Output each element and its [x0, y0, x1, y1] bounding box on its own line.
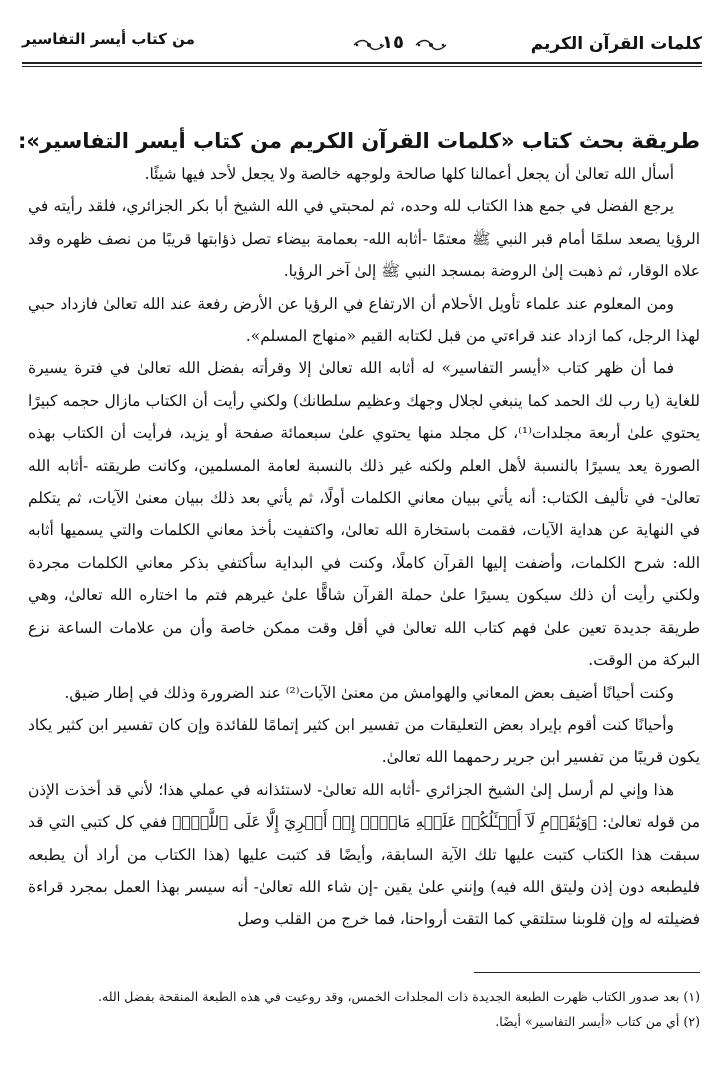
paragraph: وكنت أحيانًا أضيف بعض المعاني والهوامش من معنىٰ الآيات⁽²⁾ عند الضرورة وذلك في إطار ضيق.	[64, 683, 674, 702]
paragraph: ومن المعلوم عند علماء تأويل الأحلام أن الارتفاع في الرؤيا عن الأرض رفعة عند الله تعالىٰ فازداد حبي لهذا الرجل، كما ازداد عند قراءتي من قبل لكتابه القيم «منهاج المسلم».	[28, 294, 700, 346]
footnote-rule	[474, 972, 700, 973]
body-text	[28, 158, 700, 936]
header-rule	[22, 62, 702, 67]
running-header	[22, 28, 702, 68]
ornament-left-icon	[352, 38, 386, 52]
paragraph: فما أن ظهر كتاب «أيسر التفاسير» له أثابه الله تعالىٰ إلا وقرأته بفضل الله تعالىٰ في فترة يسيرة للغاية (يا رب لك الحمد كما ينبغي لجلال وجهك وعظيم سلطانك) ولكني رأيت أن الكتاب مازال حجمه كبيرًا يحتوي علىٰ أربعة مجلدات⁽¹⁾، كل مجلد منها يحتوي علىٰ سبعمائة صفحة أو يزيد، فرأيت أن الكتاب بهذه الصورة يعد يسيرًا بالنسبة لأهل العلم ولكنه غير ذلك بالنسبة لعامة المسلمين، وكانت طريقته -أثابه الله تعالىٰ- في تأليف الكتاب: أنه يأتي ببيان معاني الكلمات أولًا، ثم يأتي بعد ذلك ببيان معنىٰ الآيات، ثم يتكلم في النهاية عن هداية الآيات، فقمت باستخارة الله تعالىٰ، واكتفيت بأخذ معاني الكلمات والتي يسميها أثابه الله: شرح الكلمات، وأضفت إليها القرآن كاملًا، وكنت في البداية سأكتفي بذكر معاني الكلمات مجردة ولكني رأيت أن ذلك سيكون يسيرًا علىٰ حملة القرآن شاقًّا علىٰ غيرهم فتم ما اختاره الله تعالىٰ، وهي طريقة جديدة تعين علىٰ فهم كتاب الله تعالىٰ في أقل وقت ممكن خاصة وأن من علامات الساعة نزع البركة من الوقت.	[28, 359, 700, 670]
paragraph: وأحيانًا كنت أقوم بإيراد بعض التعليقات من تفسير ابن كثير إتمامًا للفائدة وإن كان تفسير ابن كثير يكاد يكون قريبًا من تفسير ابن جرير رحمهما الله تعالىٰ.	[28, 715, 700, 767]
paragraph: هذا وإني لم أرسل إلىٰ الشيخ الجزائري -أثابه الله تعالىٰ- لاستئذانه في عملي هذا؛ لأني قد أخذت الإذن من قوله تعالىٰ: ﴿وَيَٰقَوۡمِ لَآ أَسۡـَٔلُكُمۡ عَلَيۡهِ مَالًاۖ إِنۡ أَجۡرِيَ إِلَّا عَلَى ٱللَّهِۚ﴾ ففي كل كتبي التي قد سبقت هذا الكتاب كتبت عليها تلك الآية السابقة، وأيضًا قد كتبت عليها (هذا الكتاب من أراد أن يطبعه فليطبعه دون إذن وليتق الله فيه) وإنني علىٰ يقين -إن شاء الله تعالىٰ- أنه سيسر بهذا العمل بمجرد قراءة فضيلته له وإن قلوبنا ستلتقي كما التقت أرواحنا، فما خرج من القلب وصل	[28, 780, 700, 929]
header-book-title: كلمات القرآن الكريم	[530, 34, 702, 54]
footnotes	[28, 984, 700, 1034]
section-title: طريقة بحث كتاب «كلمات القرآن الكريم من كتاب أيسر التفاسير»:	[17, 129, 700, 154]
paragraph: يرجع الفضل في جمع هذا الكتاب لله وحده، ثم لمحبتي في الله الشيخ أبا بكر الجزائري، فلقد رأيته في الرؤيا يصعد سلمًا أمام قبر النبي ﷺ معتمًا -أثابه الله- بعمامة بيضاء تصل ذؤابتها قريبًا من نصف ظهره وقد علاه الوقار، ثم ذهبت إلىٰ الروضة بمسجد النبي ﷺ إلىٰ آخر الرؤيا.	[28, 197, 700, 281]
footnote: (٢) أي من كتاب «أيسر التفاسير» أيضًا.	[495, 1014, 700, 1029]
paragraph: أسأل الله تعالىٰ أن يجعل أعمالنا كلها صالحة ولوجهه خالصة ولا يجعل لأحد فيها شيئًا.	[144, 165, 674, 183]
page-number: ١٥	[382, 32, 404, 53]
header-source: من كتاب أيسر التفاسير	[22, 30, 195, 48]
footnote: (١) بعد صدور الكتاب ظهرت الطبعة الجديدة ذات المجلدات الخمس، وقد روعيت في هذه الطبعة المنقحة بفضل الله.	[97, 989, 700, 1004]
